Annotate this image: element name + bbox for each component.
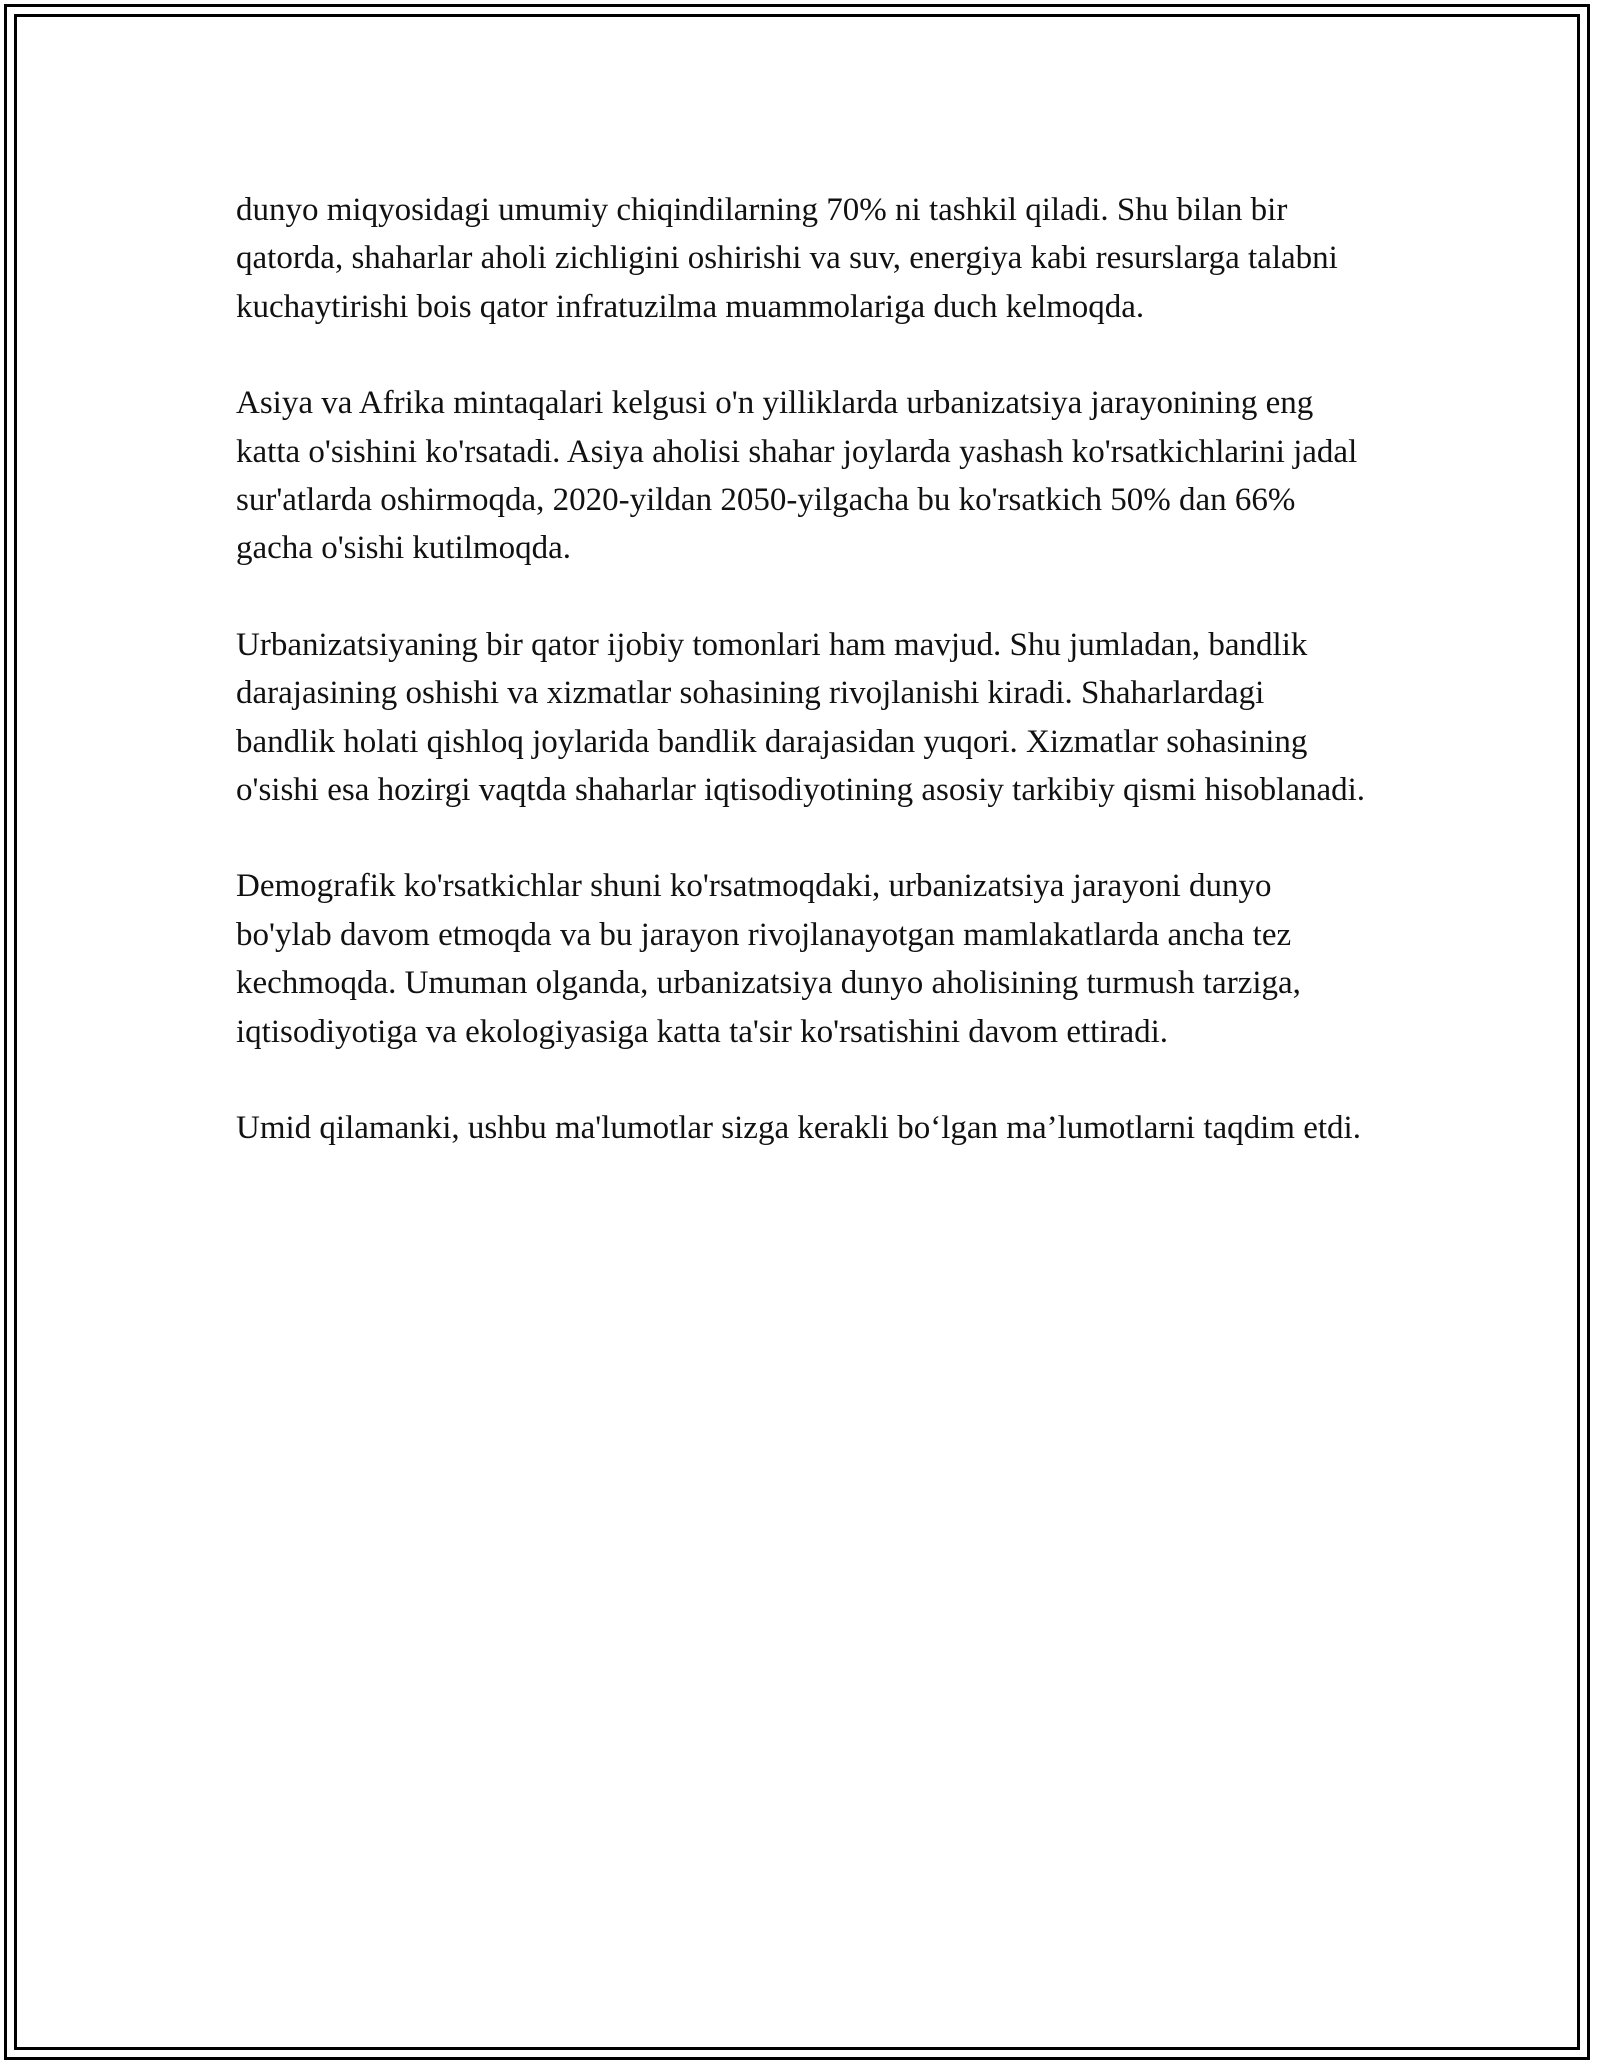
paragraph-demographic-indicators: Demografik ko'rsatkichlar shuni ko'rsatmoqdaki, urbanizatsiya jarayoni dunyo bo'ylab davom etmoqda va bu jarayon rivojlanayotgan mamlakatlarda ancha tez kechmoqda. Umuman olganda, urbanizatsiya dunyo aholisining turmush tarziga, iqtisodiyotiga va ekologiyasiga katta ta'sir ko'rsatishini davom ettiradi.: [236, 868, 1301, 1050]
paragraph-waste-infrastructure: dunyo miqyosidagi umumiy chiqindilarning 70% ni tashkil qiladi. Shu bilan bir qatorda, shaharlar aholi zichligini oshirishi va suv, energiya kabi resurslarga talabni kuchaytirishi bois qator infratuzilma muammolariga duch kelmoqda.: [236, 192, 1338, 325]
paragraph-positive-aspects: Urbanizatsiyaning bir qator ijobiy tomonlari ham mavjud. Shu jumladan, bandlik darajasining oshishi va xizmatlar sohasining rivojlanishi kiradi. Shaharlardagi bandlik holati qishloq joylarida bandlik darajasidan yuqori. Xizmatlar sohasining o'sishi esa hozirgi vaqtda shaharlar iqtisodiyotining asosiy tarkibiy qismi hisoblanadi.: [236, 626, 1366, 809]
paragraph-closing-remark: Umid qilamanki, ushbu ma'lumotlar sizga kerakli bo‘lgan ma’lumotlarni taqdim etdi.: [236, 1110, 1361, 1147]
document-body: [236, 186, 1366, 1201]
paragraph-asia-africa-urbanization: Asiya va Afrika mintaqalari kelgusi o'n yilliklarda urbanizatsiya jarayonining eng katta o'sishini ko'rsatadi. Asiya aholisi shahar joylarda yashash ko'rsatkichlarini jadal sur'atlarda oshirmoqda, 2020-yildan 2050-yilgacha bu ko'rsatkich 50% dan 66% gacha o'sishi kutilmoqda.: [236, 385, 1358, 567]
